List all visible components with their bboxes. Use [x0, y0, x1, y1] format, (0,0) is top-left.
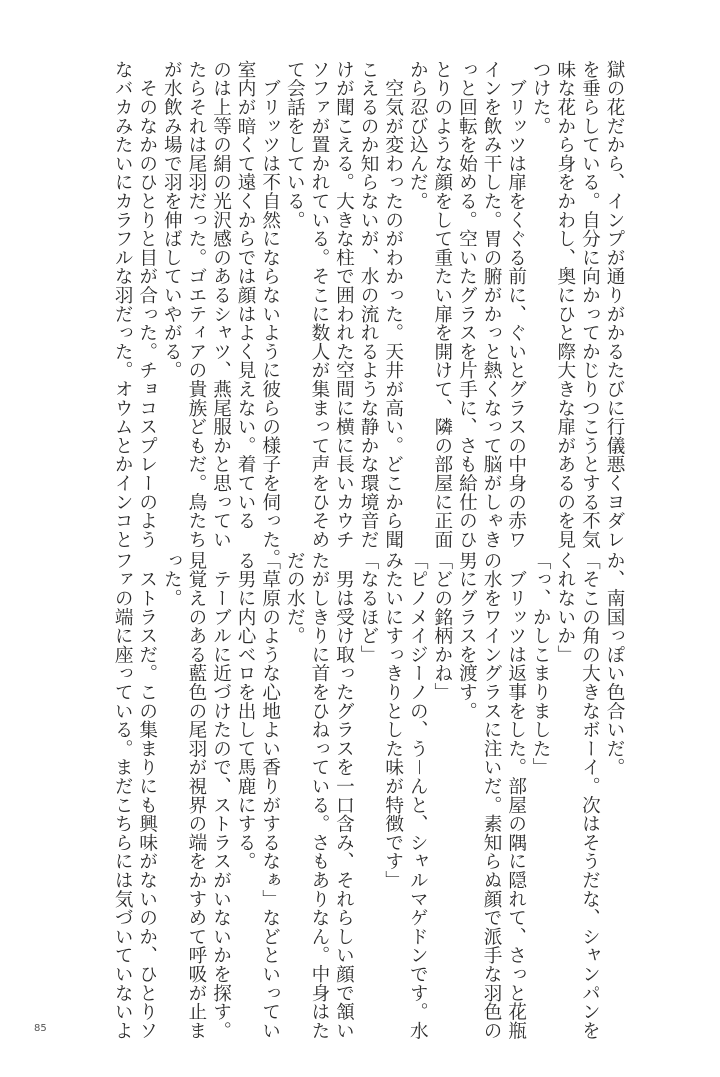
text-line: ファの端に座っている。まだこちらには気づいていないよ [112, 551, 134, 1040]
text-line: たらそれは尾羽だった。ゴエティアの貴族どもだ。鳥たち [185, 60, 207, 549]
text-line: を垂らしている。自分に向かってかじりつこうとする不気 [579, 60, 601, 549]
text-line: 見覚えのある藍色の尾羽が視界の端をかすめて呼吸が止ま [185, 551, 207, 1040]
text-line: る男に内心ベロを出して馬鹿にする。 [235, 551, 257, 871]
text-line: みたいにすっきりとした味が特徴です」 [382, 551, 404, 890]
text-line: 「っ、かしこまりました」 [530, 551, 552, 777]
text-line: テーブルに近づけたので、ストラスがいないかを探す。 [210, 551, 232, 1040]
text-line: そのなかのひとりと目が合った。チョコスプレーのよう [136, 60, 158, 549]
text-line: つけた。 [530, 60, 552, 136]
text-line: 獄の花だから、インプが通りがかるたびに行儀悪くヨダレ [604, 60, 625, 549]
text-line: 室内が暗くて遠くからでは顔はよく見えない。着ている [235, 60, 257, 530]
text-line: の水をワイングラスに注いだ。素知らぬ顔で派手な羽色の [481, 551, 503, 1040]
text-line: っと回転を始める。空いたグラスを片手に、さも給仕のひ [456, 60, 478, 549]
text-line: が水飲み場で羽を伸ばしていやがる。 [161, 60, 183, 380]
text-line: けが聞こえる。大きな柱で囲われた空間に横に長いカウチ [333, 60, 355, 549]
text-line: のは上等の絹の光沢感のあるシャツ、燕尾服かと思ってい [210, 60, 232, 549]
text-line: ブリッツは扉をくぐる前に、ぐいとグラスの中身の赤ワ [505, 60, 527, 549]
page-number: 85 [34, 1023, 47, 1034]
text-line: とりのような顔をして重たい扉を開けて、隣の部屋に正面 [431, 60, 453, 549]
text-line: インを飲み干した。胃の腑がかっと熱くなって脳がしゃき [481, 60, 503, 549]
text-line: 男にグラスを渡す。 [456, 551, 478, 721]
text-line: 「なるほど」 [358, 551, 380, 664]
text-line: 「そこの角の大きなボーイ。次はそうだな、シャンパンを [579, 551, 601, 1040]
text-line: ソファが置かれている。そこに数人が集まって声をひそめ [308, 60, 330, 549]
text-line: こえるのか知らないが、水の流れるような静かな環境音だ [358, 60, 380, 549]
text-line: 「どの銘柄かね」 [431, 551, 453, 702]
text-line: だの水だ。 [284, 551, 306, 645]
text-line: ストラスだ。この集まりにも興味がないのか、ひとりソ [136, 551, 158, 1040]
text-line: 男は受け取ったグラスを一口含み、それらしい顔で頷い [333, 551, 355, 1040]
text-line: 味な花から身をかわし、奥にひと際大きな扉があるのを見 [554, 60, 576, 549]
text-line: 「草原のような心地よい香りがするなぁ」などといってい [259, 551, 281, 1040]
text-line: くれないか」 [554, 551, 576, 664]
text-line: か、南国っぽい色合いだ。 [604, 551, 625, 777]
text-line: った。 [161, 551, 183, 608]
text-line: なバカみたいにカラフルな羽だった。オウムとかインコと [112, 60, 134, 549]
text-line: ブリッツは不自然にならないように彼らの様子を伺った。 [259, 60, 281, 568]
text-line: て会話をしている。 [284, 60, 306, 230]
text-block-bottom [96, 551, 626, 1040]
text-line: 空気が変わったのがわかった。天井が高い。どこから聞 [382, 60, 404, 549]
text-line: から忍び込んだ。 [407, 60, 429, 211]
text-line: ブリッツは返事をした。部屋の隅に隠れて、さっと花瓶 [505, 551, 527, 1040]
text-line: たがしきりに首をひねっている。さもありなん。中身はた [308, 551, 330, 1040]
text-block-top [96, 60, 626, 568]
text-line: 「ピノメイジーノの、う－んと、シャルマゲドンです。水 [407, 551, 429, 1040]
